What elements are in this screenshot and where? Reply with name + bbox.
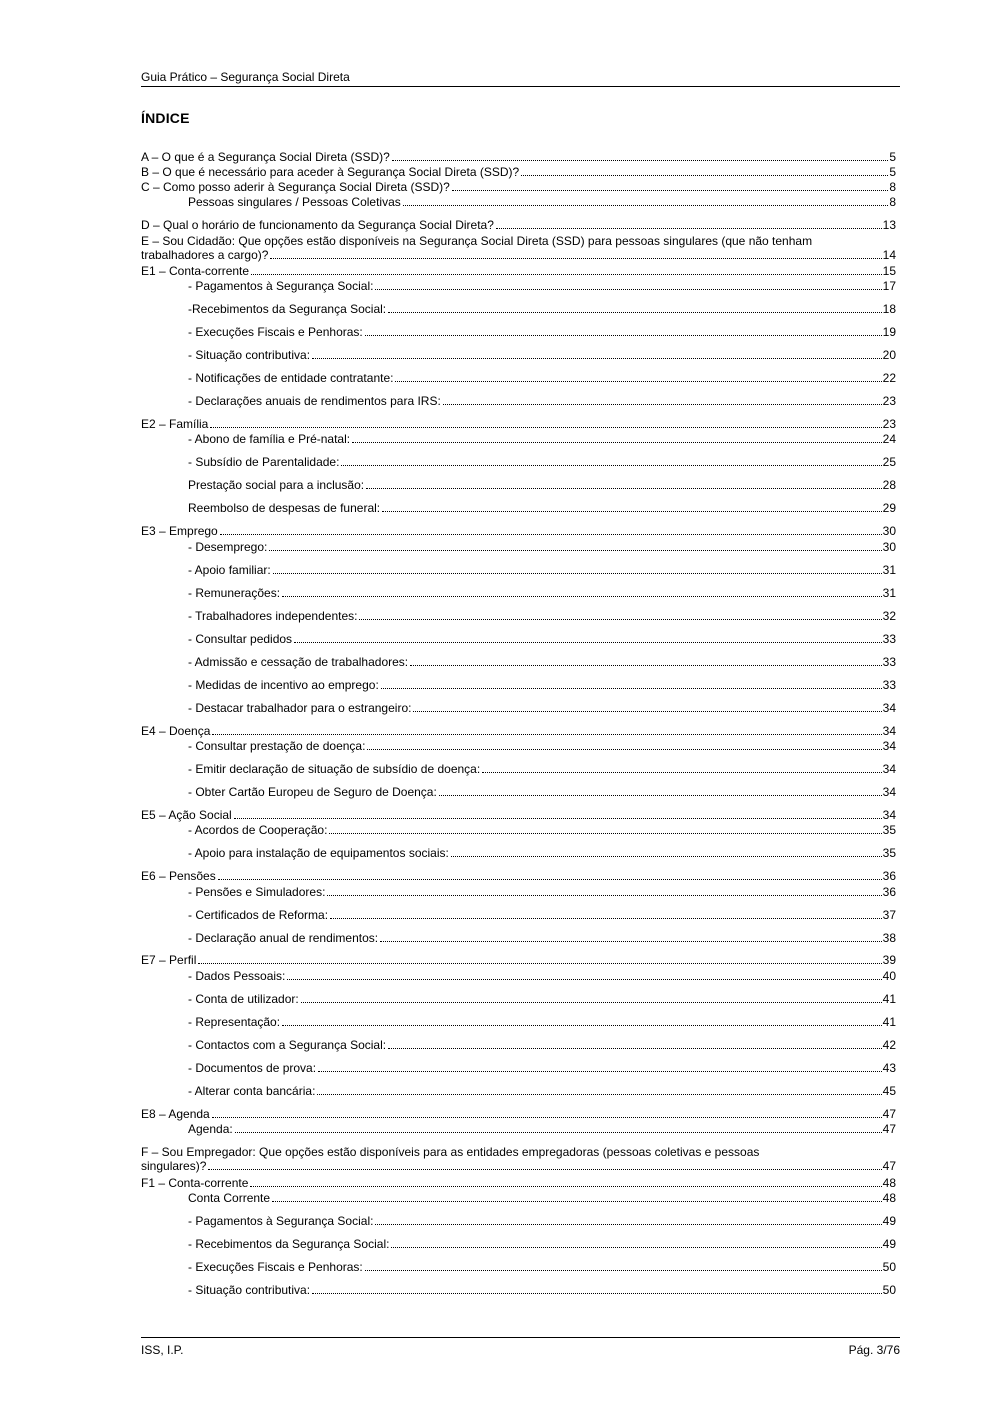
toc-page-number: 35 — [882, 846, 896, 860]
footer-organization: ISS, I.P. — [141, 1343, 184, 1357]
toc-page-number: 45 — [882, 1084, 896, 1098]
toc-page-number: 31 — [882, 586, 896, 600]
toc-entry-label: - Pagamentos à Segurança Social: — [188, 1214, 374, 1228]
toc-entry-label: E5 – Ação Social — [141, 808, 232, 822]
toc-page-number: 41 — [882, 992, 896, 1006]
dot-leader — [212, 1116, 882, 1118]
dot-leader — [496, 227, 882, 229]
toc-page-number: 34 — [882, 739, 896, 753]
toc-entry[interactable] — [141, 150, 896, 164]
toc-page-number: 34 — [882, 785, 896, 799]
dot-leader — [388, 1047, 882, 1049]
toc-entry-label: E – Sou Cidadão: Que opções estão disponíveis na Segurança Social Direta (SSD) para pessoas singulares (que não tenham — [141, 234, 813, 248]
dot-leader — [451, 855, 882, 857]
toc-entry[interactable] — [141, 417, 896, 431]
toc-entry[interactable] — [188, 823, 896, 837]
toc-entry-label: - Representação: — [188, 1015, 281, 1029]
toc-page-number: 34 — [882, 701, 896, 715]
toc-entry-label: - Consultar pedidos — [188, 632, 293, 646]
toc-entry[interactable] — [188, 394, 896, 408]
toc-page-number: 17 — [882, 279, 896, 293]
toc-entry-label: Prestação social para a inclusão: — [188, 478, 365, 492]
toc-page-number: 30 — [882, 540, 896, 554]
toc-entry-label: - Alterar conta bancária: — [188, 1084, 316, 1098]
toc-entry-label: E1 – Conta-corrente — [141, 264, 250, 278]
toc-entry-label: - Acordos de Cooperação: — [188, 823, 328, 837]
dot-leader — [382, 510, 882, 512]
dot-leader — [282, 1024, 882, 1026]
toc-entry-label: C – Como posso aderir à Segurança Social Direta (SSD)? — [141, 180, 450, 194]
toc-entry[interactable] — [188, 1214, 896, 1228]
toc-entry[interactable] — [188, 1260, 896, 1274]
toc-entry[interactable] — [141, 1145, 896, 1173]
toc-page-number: 33 — [882, 655, 896, 669]
toc-entry[interactable] — [188, 846, 896, 860]
toc-entry-label: Reembolso de despesas de funeral: — [188, 501, 381, 515]
toc-entry-label: E8 – Agenda — [141, 1107, 210, 1121]
toc-entry-label: - Destacar trabalhador para o estrangeiro: — [188, 701, 412, 715]
toc-entry-label: - Remunerações: — [188, 586, 281, 600]
toc-entry-label: F – Sou Empregador: Que opções estão disponíveis para as entidades empregadoras (pessoas coletivas e pessoas — [141, 1145, 760, 1159]
toc-page-number: 5 — [889, 165, 896, 179]
toc-entry-label: - Documentos de prova: — [188, 1061, 317, 1075]
toc-entry[interactable] — [141, 180, 896, 194]
toc-page-number: 50 — [882, 1260, 896, 1274]
toc-page-number: 47 — [882, 1159, 896, 1173]
toc-entry-label: - Contactos com a Segurança Social: — [188, 1038, 387, 1052]
toc-entry[interactable] — [141, 524, 896, 538]
toc-entry[interactable] — [188, 1015, 896, 1029]
toc-entry-label: - Declarações anuais de rendimentos para IRS: — [188, 394, 441, 408]
toc-entry[interactable] — [188, 279, 896, 293]
toc-entry[interactable] — [188, 678, 896, 692]
toc-entry[interactable] — [188, 739, 896, 753]
toc-entry[interactable] — [188, 302, 896, 316]
dot-leader — [375, 1223, 881, 1225]
toc-entry-label: - Situação contributiva: — [188, 1283, 311, 1297]
toc-entry[interactable] — [188, 762, 896, 776]
toc-entry-label: - Situação contributiva: — [188, 348, 311, 362]
toc-entry-label: - Declaração anual de rendimentos: — [188, 931, 379, 945]
toc-entry[interactable] — [188, 563, 896, 577]
dot-leader — [198, 962, 881, 964]
dot-leader — [318, 1070, 882, 1072]
dot-leader — [410, 664, 882, 666]
dot-leader — [212, 733, 881, 735]
toc-entry[interactable] — [141, 218, 896, 232]
toc-entry[interactable] — [188, 1061, 896, 1075]
toc-page-number: 34 — [882, 724, 896, 738]
dot-leader — [388, 311, 882, 313]
dot-leader — [413, 710, 881, 712]
toc-entry-label: Agenda: — [188, 1122, 233, 1136]
toc-entry-label: - Pensões e Simuladores: — [188, 885, 326, 899]
toc-entry-label: - Recebimentos da Segurança Social: — [188, 1237, 390, 1251]
toc-page-number: 42 — [882, 1038, 896, 1052]
toc-page-number: 24 — [882, 432, 896, 446]
dot-leader — [329, 832, 881, 834]
toc-entry-label-continued: singulares)? — [141, 1159, 207, 1173]
toc-entry[interactable] — [188, 969, 896, 983]
toc-entry-label: - Consultar prestação de doença: — [188, 739, 366, 753]
toc-entry[interactable] — [141, 234, 896, 262]
dot-leader — [482, 771, 881, 773]
toc-page-number: 47 — [882, 1107, 896, 1121]
toc-entry[interactable] — [141, 1107, 896, 1121]
toc-page-number: 22 — [882, 371, 896, 385]
toc-page-number: 34 — [882, 762, 896, 776]
toc-entry[interactable] — [188, 655, 896, 669]
toc-page-number: 29 — [882, 501, 896, 515]
dot-leader — [317, 1093, 881, 1095]
toc-entry[interactable] — [141, 165, 896, 179]
dot-leader — [234, 817, 882, 819]
toc-entry-label: E7 – Perfil — [141, 953, 197, 967]
toc-page-number: 40 — [882, 969, 896, 983]
dot-leader — [287, 978, 881, 980]
toc-entry-label: - Dados Pessoais: — [188, 969, 286, 983]
toc-page-number: 34 — [882, 808, 896, 822]
toc-entry[interactable] — [188, 701, 896, 715]
toc-page-number: 25 — [882, 455, 896, 469]
toc-page-number: 48 — [882, 1176, 896, 1190]
toc-entry[interactable] — [188, 931, 896, 945]
toc-page-number: 36 — [882, 885, 896, 899]
toc-page-number: 23 — [882, 394, 896, 408]
toc-entry-label: - Apoio familiar: — [188, 563, 271, 577]
toc-page-number: 23 — [882, 417, 896, 431]
dot-leader — [359, 618, 881, 620]
toc-entry[interactable] — [188, 586, 896, 600]
toc-page-number: 41 — [882, 1015, 896, 1029]
toc-entry[interactable] — [188, 609, 896, 623]
toc-page-number: 43 — [882, 1061, 896, 1075]
toc-page-number: 28 — [882, 478, 896, 492]
toc-entry[interactable] — [141, 264, 896, 278]
dot-leader — [218, 878, 882, 880]
toc-entry-label: - Desemprego: — [188, 540, 268, 554]
footer-page-number: Pág. 3/76 — [848, 1343, 900, 1357]
toc-entry[interactable] — [141, 869, 896, 883]
dot-leader — [330, 917, 882, 919]
toc-page-number: 37 — [882, 908, 896, 922]
dot-leader — [452, 189, 889, 191]
toc-entry[interactable] — [188, 195, 896, 209]
toc-entry-label: - Notificações de entidade contratante: — [188, 371, 394, 385]
dot-leader — [403, 204, 889, 206]
dot-leader — [327, 894, 881, 896]
dot-leader — [208, 1168, 881, 1170]
toc-entry[interactable] — [188, 785, 896, 799]
dot-leader — [294, 641, 882, 643]
dot-leader — [312, 357, 882, 359]
toc-page-number: 39 — [882, 953, 896, 967]
toc-page-number: 13 — [882, 218, 896, 232]
toc-page-number: 19 — [882, 325, 896, 339]
toc-entry[interactable] — [141, 724, 896, 738]
toc-entry-label: Pessoas singulares / Pessoas Coletivas — [188, 195, 401, 209]
dot-leader — [439, 794, 882, 796]
toc-entry[interactable] — [141, 1176, 896, 1190]
toc-entry-label: - Execuções Fiscais e Penhoras: — [188, 1260, 363, 1274]
toc-page-number: 33 — [882, 678, 896, 692]
toc-entry-label: B – O que é necessário para aceder à Segurança Social Direta (SSD)? — [141, 165, 520, 179]
dot-leader — [375, 288, 881, 290]
toc-page-number: 38 — [882, 931, 896, 945]
toc-entry[interactable] — [188, 371, 896, 385]
dot-leader — [395, 380, 881, 382]
toc-entry[interactable] — [188, 540, 896, 554]
dot-leader — [269, 549, 881, 551]
toc-page-number: 8 — [889, 180, 896, 194]
page-title: ÍNDICE — [141, 110, 190, 126]
toc-entry-label: -Recebimentos da Segurança Social: — [188, 302, 387, 316]
dot-leader — [365, 334, 882, 336]
dot-leader — [367, 748, 881, 750]
toc-entry[interactable] — [188, 1283, 896, 1297]
toc-entry[interactable] — [188, 908, 896, 922]
toc-page-number: 33 — [882, 632, 896, 646]
toc-page-number: 32 — [882, 609, 896, 623]
toc-entry[interactable] — [188, 1038, 896, 1052]
toc-page-number: 49 — [882, 1214, 896, 1228]
toc-entry[interactable] — [188, 325, 896, 339]
toc-entry[interactable] — [188, 1122, 896, 1136]
toc-page-number: 36 — [882, 869, 896, 883]
toc-entry[interactable] — [188, 348, 896, 362]
toc-page-number: 20 — [882, 348, 896, 362]
dot-leader — [341, 464, 881, 466]
toc-page-number: 8 — [889, 195, 896, 209]
page-footer — [141, 1337, 900, 1357]
dot-leader — [380, 940, 882, 942]
dot-leader — [282, 595, 882, 597]
toc-page-number: 31 — [882, 563, 896, 577]
header-text: Guia Prático – Segurança Social Direta — [141, 70, 350, 84]
dot-leader — [352, 441, 882, 443]
dot-leader — [272, 1200, 882, 1202]
toc-entry-label: - Apoio para instalação de equipamentos sociais: — [188, 846, 449, 860]
toc-entry-label: - Trabalhadores independentes: — [188, 609, 358, 623]
toc-entry[interactable] — [188, 1084, 896, 1098]
toc-page-number: 35 — [882, 823, 896, 837]
toc-entry-label: E3 – Emprego — [141, 524, 218, 538]
toc-entry[interactable] — [188, 632, 896, 646]
toc-entry-label: - Admissão e cessação de trabalhadores: — [188, 655, 409, 669]
dot-leader — [365, 1269, 882, 1271]
toc-entry[interactable] — [188, 992, 896, 1006]
toc-entry[interactable] — [141, 808, 896, 822]
toc-entry[interactable] — [188, 455, 896, 469]
dot-leader — [235, 1131, 882, 1133]
toc-entry-label: E6 – Pensões — [141, 869, 216, 883]
toc-entry[interactable] — [188, 501, 896, 515]
toc-entry-label: - Subsídio de Parentalidade: — [188, 455, 340, 469]
toc-entry-label: E2 – Família — [141, 417, 209, 431]
toc-entry[interactable] — [141, 953, 896, 967]
toc-entry-label: - Emitir declaração de situação de subsídio de doença: — [188, 762, 481, 776]
toc-page-number: 48 — [882, 1191, 896, 1205]
dot-leader — [521, 174, 888, 176]
toc-entry-label: - Obter Cartão Europeu de Seguro de Doença: — [188, 785, 437, 799]
toc-page-number: 15 — [882, 264, 896, 278]
dot-leader — [270, 257, 881, 259]
toc-entry[interactable] — [188, 432, 896, 446]
toc-page-number: 30 — [882, 524, 896, 538]
dot-leader — [443, 403, 882, 405]
toc-entry[interactable] — [188, 478, 896, 492]
toc-entry-label: - Abono de família e Pré-natal: — [188, 432, 351, 446]
toc-entry[interactable] — [188, 885, 896, 899]
toc-entry-label: Conta Corrente — [188, 1191, 271, 1205]
toc-page-number: 18 — [882, 302, 896, 316]
toc-entry[interactable] — [188, 1237, 896, 1251]
dot-leader — [251, 273, 882, 275]
toc-entry-label-continued: trabalhadores a cargo)? — [141, 248, 269, 262]
toc-entry-label: - Conta de utilizador: — [188, 992, 299, 1006]
toc-entry[interactable] — [188, 1191, 896, 1205]
dot-leader — [301, 1001, 882, 1003]
toc-page-number: 5 — [889, 150, 896, 164]
dot-leader — [220, 533, 882, 535]
dot-leader — [391, 1246, 881, 1248]
toc-page-number: 14 — [882, 248, 896, 262]
toc-entry-label: - Execuções Fiscais e Penhoras: — [188, 325, 363, 339]
dot-leader — [366, 487, 882, 489]
toc-entry-label: E4 – Doença — [141, 724, 211, 738]
toc-page-number: 49 — [882, 1237, 896, 1251]
toc-entry-label: F1 – Conta-corrente — [141, 1176, 249, 1190]
toc-entry-label: - Medidas de incentivo ao emprego: — [188, 678, 379, 692]
toc-entry-label: D – Qual o horário de funcionamento da Segurança Social Direta? — [141, 218, 494, 232]
toc-page-number: 50 — [882, 1283, 896, 1297]
dot-leader — [392, 159, 889, 161]
toc-entry-label: A – O que é a Segurança Social Direta (SSD)? — [141, 150, 390, 164]
dot-leader — [250, 1185, 881, 1187]
dot-leader — [210, 426, 881, 428]
dot-leader — [381, 687, 882, 689]
toc-entry-label: - Pagamentos à Segurança Social: — [188, 279, 374, 293]
dot-leader — [273, 572, 882, 574]
toc-page-number: 47 — [882, 1122, 896, 1136]
dot-leader — [312, 1292, 882, 1294]
toc-entry-label: - Certificados de Reforma: — [188, 908, 329, 922]
